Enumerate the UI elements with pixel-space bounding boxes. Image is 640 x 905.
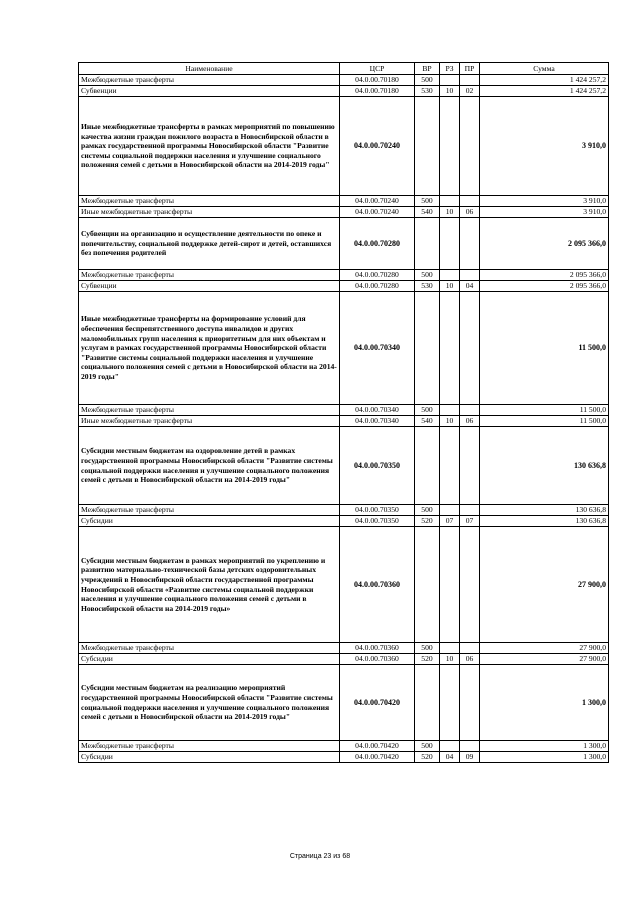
row-csr: 04.0.00.70360 xyxy=(340,654,415,665)
table-row-section xyxy=(79,218,609,270)
row-csr: 04.0.00.70350 xyxy=(340,516,415,527)
row-pr: 06 xyxy=(460,654,480,665)
row-vr: 500 xyxy=(415,196,440,207)
table-row xyxy=(79,643,609,654)
row-name: Межбюджетные трансферты xyxy=(79,643,340,654)
row-rz xyxy=(440,741,460,752)
row-sum: 130 636,8 xyxy=(480,427,609,505)
row-csr: 04.0.00.70420 xyxy=(340,665,415,741)
row-pr xyxy=(460,292,480,405)
row-sum: 11 500,0 xyxy=(480,292,609,405)
row-pr xyxy=(460,218,480,270)
row-vr: 520 xyxy=(415,516,440,527)
row-rz: 10 xyxy=(440,207,460,218)
header-sum: Сумма xyxy=(480,63,609,75)
row-csr: 04.0.00.70350 xyxy=(340,427,415,505)
row-name: Субсидии местным бюджетам в рамках мероприятий по укреплению и развитию материально-технической базы детских оздоровительных учреждений в Новосибирской области государственной программы Новосибирской области «Развитие системы социальной поддержки населения и улучшение социального положения семей с детьми в Новосибирской области на 2014-2019 годы» xyxy=(79,527,340,643)
row-rz: 10 xyxy=(440,86,460,97)
row-csr: 04.0.00.70280 xyxy=(340,218,415,270)
row-csr: 04.0.00.70180 xyxy=(340,86,415,97)
row-pr xyxy=(460,75,480,86)
row-name: Субвенции на организацию и осуществление деятельности по опеке и попечительству, социальной поддержке детей-сирот и детей, оставшихся без попечения родителей xyxy=(79,218,340,270)
row-rz xyxy=(440,75,460,86)
table-row xyxy=(79,752,609,763)
row-csr: 04.0.00.70340 xyxy=(340,292,415,405)
row-rz xyxy=(440,405,460,416)
table-row xyxy=(79,207,609,218)
row-rz: 07 xyxy=(440,516,460,527)
row-pr: 06 xyxy=(460,416,480,427)
row-sum: 3 910,0 xyxy=(480,97,609,196)
header-vr: ВР xyxy=(415,63,440,75)
table-header-row xyxy=(79,63,609,75)
row-vr: 500 xyxy=(415,75,440,86)
row-vr xyxy=(415,427,440,505)
table-row xyxy=(79,505,609,516)
row-csr: 04.0.00.70180 xyxy=(340,75,415,86)
row-vr: 540 xyxy=(415,207,440,218)
row-rz xyxy=(440,527,460,643)
row-pr xyxy=(460,665,480,741)
table-row-section xyxy=(79,427,609,505)
header-csr: ЦСР xyxy=(340,63,415,75)
table-row xyxy=(79,86,609,97)
row-name: Субвенции xyxy=(79,281,340,292)
row-name: Иные межбюджетные трансферты xyxy=(79,207,340,218)
table-row-section xyxy=(79,292,609,405)
row-vr xyxy=(415,292,440,405)
row-pr xyxy=(460,643,480,654)
row-name: Субсидии xyxy=(79,516,340,527)
row-vr: 500 xyxy=(415,505,440,516)
row-sum: 2 095 366,0 xyxy=(480,281,609,292)
table-row xyxy=(79,281,609,292)
row-vr: 540 xyxy=(415,416,440,427)
row-rz: 10 xyxy=(440,416,460,427)
row-sum: 1 300,0 xyxy=(480,665,609,741)
row-csr: 04.0.00.70240 xyxy=(340,207,415,218)
row-csr: 04.0.00.70280 xyxy=(340,270,415,281)
row-name: Межбюджетные трансферты xyxy=(79,75,340,86)
row-name: Межбюджетные трансферты xyxy=(79,741,340,752)
row-sum: 3 910,0 xyxy=(480,207,609,218)
row-rz: 10 xyxy=(440,654,460,665)
row-sum: 1 300,0 xyxy=(480,741,609,752)
row-pr xyxy=(460,505,480,516)
row-sum: 130 636,8 xyxy=(480,505,609,516)
row-rz xyxy=(440,427,460,505)
row-sum: 27 900,0 xyxy=(480,643,609,654)
row-sum: 11 500,0 xyxy=(480,416,609,427)
row-name: Субсидии местным бюджетам на оздоровление детей в рамках государственной программы Новосибирской области "Развитие системы социальной поддержки населения и улучшение социального положения семей с детьми в Новосибирской области на 2014-2019 годы" xyxy=(79,427,340,505)
row-name: Иные межбюджетные трансферты xyxy=(79,416,340,427)
table-row xyxy=(79,75,609,86)
row-csr: 04.0.00.70420 xyxy=(340,741,415,752)
page-number: Страница 23 из 68 xyxy=(289,853,351,860)
row-name: Межбюджетные трансферты xyxy=(79,405,340,416)
row-csr: 04.0.00.70350 xyxy=(340,505,415,516)
table-row xyxy=(79,405,609,416)
row-pr: 04 xyxy=(460,281,480,292)
row-rz: 04 xyxy=(440,752,460,763)
row-rz: 10 xyxy=(440,281,460,292)
row-name: Субсидии xyxy=(79,654,340,665)
row-rz xyxy=(440,643,460,654)
row-name: Межбюджетные трансферты xyxy=(79,196,340,207)
table-row-section xyxy=(79,97,609,196)
row-pr xyxy=(460,405,480,416)
row-pr xyxy=(460,196,480,207)
row-pr xyxy=(460,527,480,643)
row-vr: 520 xyxy=(415,654,440,665)
table-row-section xyxy=(79,527,609,643)
row-name: Субвенции xyxy=(79,86,340,97)
row-vr: 500 xyxy=(415,270,440,281)
row-sum: 1 424 257,2 xyxy=(480,86,609,97)
row-sum: 27 900,0 xyxy=(480,654,609,665)
row-name: Субсидии местным бюджетам на реализацию мероприятий государственной программы Новосибирской области "Развитие системы социальной поддержки населения и улучшение социального положения семей с детьми в Новосибирской области на 2014-2019 годы" xyxy=(79,665,340,741)
header-name: Наименование xyxy=(79,63,340,75)
row-pr xyxy=(460,97,480,196)
table-row xyxy=(79,516,609,527)
row-csr: 04.0.00.70420 xyxy=(340,752,415,763)
row-vr xyxy=(415,527,440,643)
row-name: Межбюджетные трансферты xyxy=(79,505,340,516)
row-rz xyxy=(440,270,460,281)
row-pr xyxy=(460,741,480,752)
row-csr: 04.0.00.70340 xyxy=(340,405,415,416)
row-vr: 530 xyxy=(415,86,440,97)
row-rz xyxy=(440,505,460,516)
row-name: Иные межбюджетные трансферты в рамках мероприятий по повышению качества жизни граждан пожилого возраста в Новосибирской области в рамках государственной программы Новосибирской области "Развитие системы социальной поддержки населения и улучшение социального положения семей с детьми в Новосибирской области на 2014-2019 годы" xyxy=(79,97,340,196)
row-pr: 09 xyxy=(460,752,480,763)
row-csr: 04.0.00.70360 xyxy=(340,527,415,643)
row-csr: 04.0.00.70240 xyxy=(340,97,415,196)
row-csr: 04.0.00.70360 xyxy=(340,643,415,654)
row-vr: 500 xyxy=(415,643,440,654)
table-row xyxy=(79,270,609,281)
table-row-section xyxy=(79,665,609,741)
row-pr: 02 xyxy=(460,86,480,97)
row-sum: 1 300,0 xyxy=(480,752,609,763)
row-vr: 530 xyxy=(415,281,440,292)
row-pr: 06 xyxy=(460,207,480,218)
row-pr: 07 xyxy=(460,516,480,527)
row-sum: 2 095 366,0 xyxy=(480,218,609,270)
row-vr: 500 xyxy=(415,405,440,416)
row-rz xyxy=(440,665,460,741)
row-vr xyxy=(415,218,440,270)
table-row xyxy=(79,741,609,752)
row-rz xyxy=(440,97,460,196)
row-sum: 3 910,0 xyxy=(480,196,609,207)
row-name: Иные межбюджетные трансферты на формирование условий для обеспечения беспрепятственного доступа инвалидов и других маломобильных групп населения к приоритетным для них объектам и услугам в рамках государственной программы Новосибирской области "Развитие системы социальной поддержки населения и улучшение социального положения семей с детьми в Новосибирской области на 2014-2019 годы" xyxy=(79,292,340,405)
row-name: Субсидии xyxy=(79,752,340,763)
row-pr xyxy=(460,270,480,281)
table-row xyxy=(79,196,609,207)
budget-table xyxy=(78,62,609,763)
row-vr: 520 xyxy=(415,752,440,763)
row-pr xyxy=(460,427,480,505)
row-sum: 2 095 366,0 xyxy=(480,270,609,281)
row-vr: 500 xyxy=(415,741,440,752)
row-vr xyxy=(415,97,440,196)
row-rz xyxy=(440,218,460,270)
row-csr: 04.0.00.70340 xyxy=(340,416,415,427)
row-vr xyxy=(415,665,440,741)
row-rz xyxy=(440,196,460,207)
row-sum: 130 636,8 xyxy=(480,516,609,527)
row-csr: 04.0.00.70280 xyxy=(340,281,415,292)
header-rz: РЗ xyxy=(440,63,460,75)
row-sum: 11 500,0 xyxy=(480,405,609,416)
table-row xyxy=(79,416,609,427)
row-sum: 27 900,0 xyxy=(480,527,609,643)
table-row xyxy=(79,654,609,665)
row-rz xyxy=(440,292,460,405)
row-sum: 1 424 257,2 xyxy=(480,75,609,86)
header-pr: ПР xyxy=(460,63,480,75)
row-csr: 04.0.00.70240 xyxy=(340,196,415,207)
row-name: Межбюджетные трансферты xyxy=(79,270,340,281)
